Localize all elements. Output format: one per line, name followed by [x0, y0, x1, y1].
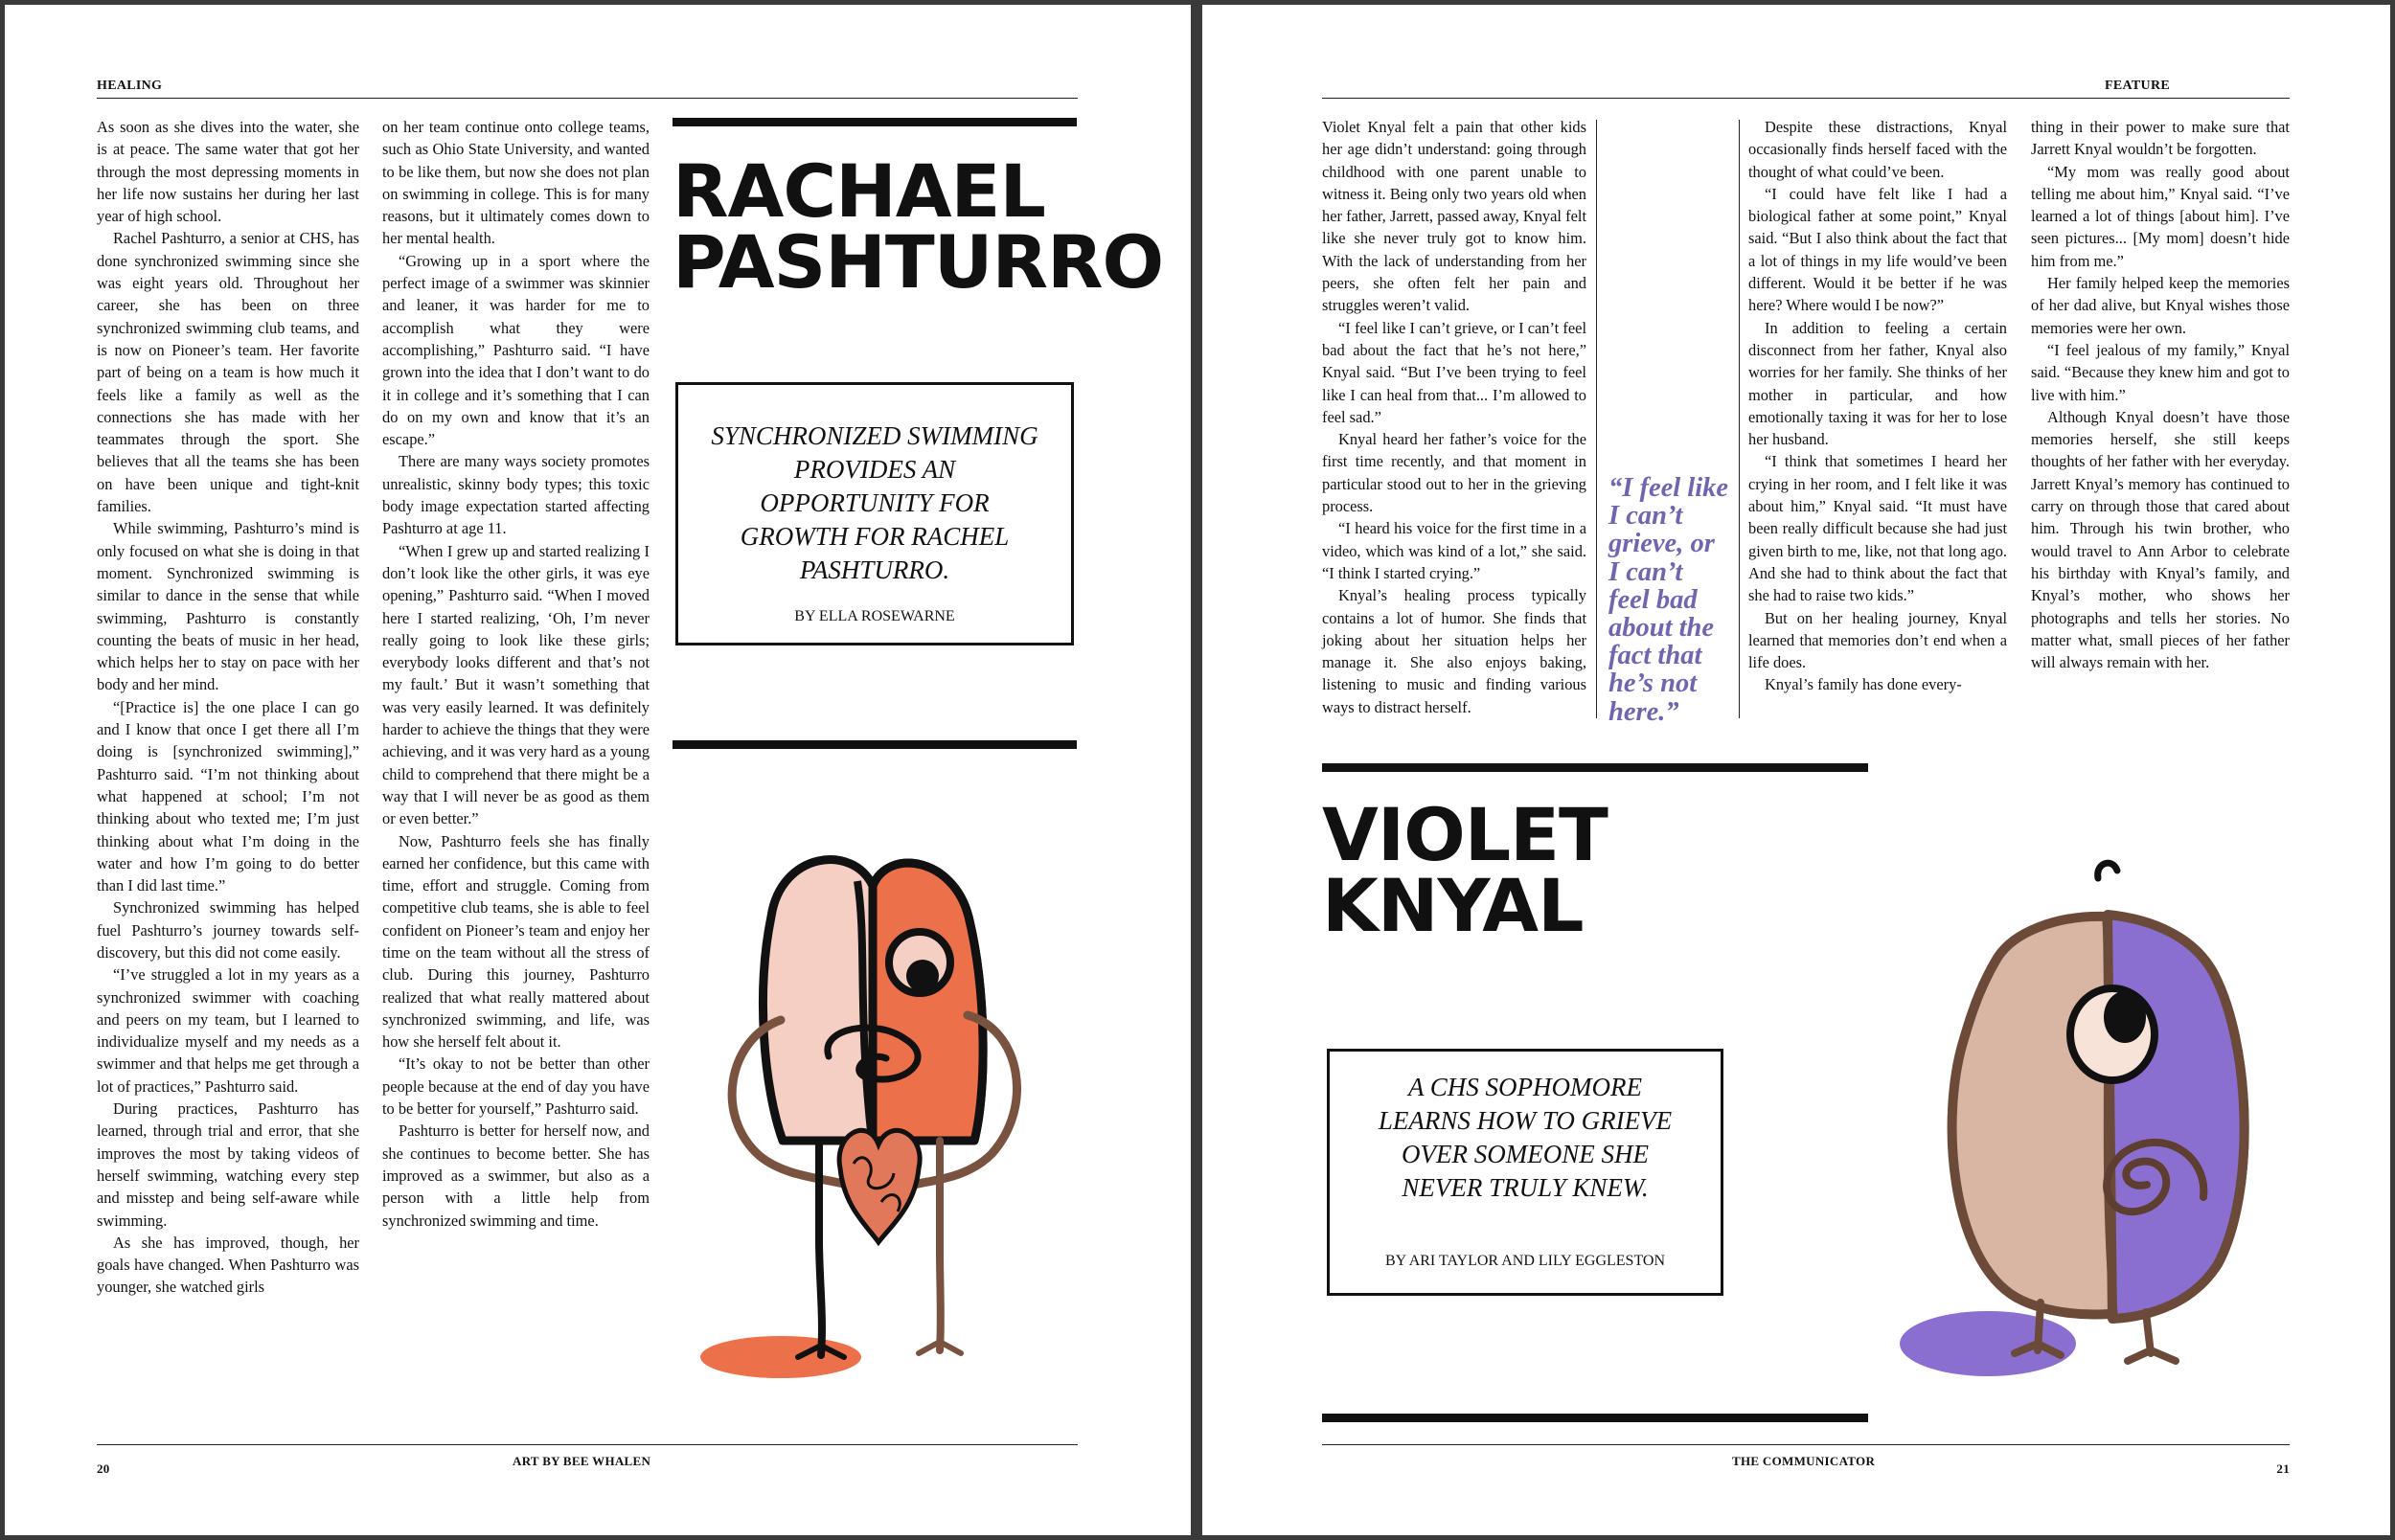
deck-box	[675, 382, 1074, 645]
headline-line: RACHAEL	[673, 148, 1045, 234]
paragraph: Knyal’s healing process typically contains a lot of humor. She finds that joking about her situation helps her manage it. She also enjoys baking, listening to music and finding various ways to distract herself.	[1322, 586, 1586, 716]
paragraph: Knyal heard her father’s voice for the first time recently, and that moment in particular stood out to her in the grieving process.	[1322, 430, 1586, 516]
paragraph: Violet Knyal felt a pain that other kids her age didn’t understand: going through childhood with one parent unable to witness it. Being only two years old when her father, Jarrett, passed away, Knyal felt like she never truly got to know him. With the lack of understanding from her peers, she often felt her pain and struggles weren’t valid.	[1322, 118, 1586, 315]
paragraph: “I feel jealous of my family,” Knyal said. “Because they knew him and got to live with him.”	[2031, 340, 2290, 404]
publication-name: THE COMMUNICATOR	[1732, 1454, 1876, 1468]
paragraph: “It’s okay to not be better than other people because at the end of day you have to be better for yourself,” Pashturro said.	[382, 1054, 650, 1119]
body-dark	[873, 863, 983, 1141]
page-number: 20	[97, 1461, 110, 1476]
paragraph: But on her healing journey, Knyal learned that memories don’t end when a life does.	[1748, 608, 2007, 672]
pull-quote-rule-right	[1739, 120, 1740, 718]
header-rule	[1322, 98, 2290, 99]
paragraph: As soon as she dives into the water, she is at peace. The same water that got her through the most depressing moments in her life now sustains her during her last year of high school.	[97, 118, 359, 226]
headline-top-bar	[673, 118, 1077, 126]
paragraph: thing in their power to make sure that Jarrett Knyal wouldn’t be forgotten.	[2031, 118, 2290, 159]
paragraph: There are many ways society promotes unrealistic, skinny body types; this toxic body image expectation started affecting Pashturro at age 11.	[382, 452, 650, 538]
header-rule	[97, 98, 1078, 99]
section-label: HEALING	[97, 79, 163, 93]
paragraph: As she has improved, though, her goals have changed. When Pashturro was younger, she watched girls	[97, 1233, 359, 1297]
deck-box	[1327, 1049, 1723, 1296]
art-credit: ART BY BEE WHALEN	[513, 1454, 651, 1468]
paragraph: Pashturro is better for herself now, and she continues to become better. She has improved as a swimmer, but also as a person with a little help from synchronized swimming and time.	[382, 1121, 650, 1230]
paragraph: “I’ve struggled a lot in my years as a synchronized swimmer with coaching and peers on my team, but I learned to individualize myself and my needs as a swimmer and that helps me get through a lot of practices,” Pashturro said.	[97, 965, 359, 1096]
pull-quote: “I feel like I can’t grieve, or I can’t feel bad about the fact that he’s not here.”	[1608, 473, 1729, 727]
article-column-2	[382, 116, 650, 1232]
creature-illustration	[1873, 828, 2323, 1384]
pupil	[2104, 991, 2146, 1043]
paragraph: Despite these distractions, Knyal occasionally finds herself faced with the thought of what could’ve been.	[1748, 118, 2007, 181]
footer-rule	[1322, 1444, 2290, 1445]
section-bar	[673, 740, 1077, 749]
shadow-shape	[1900, 1311, 2076, 1376]
paragraph: “I could have felt like I had a biological father at some point,” Knyal said. “But I also think about the fact that a lot of things in my life would’ve been different. Would it be better if he was here? Where would I be now?”	[1748, 184, 2007, 315]
page-number: 21	[2276, 1461, 2290, 1476]
paragraph: on her team continue onto college teams, such as Ohio State University, and wanted to be like them, but now she does not plan on swimming in college. This is for many reasons, but it ultimately comes down to her mental health.	[382, 118, 650, 248]
paragraph: “I think that sometimes I heard her crying in her room, and I felt like it was about him,” Knyal said. “It must have been really difficult because she had just given birth to me, like, not that long ago. And she had to think about the fact that she had to raise two kids.”	[1748, 452, 2007, 605]
paragraph: Knyal’s family has done every-	[1765, 675, 1962, 694]
headline	[1322, 792, 1608, 949]
paragraph: Rachel Pashturro, a senior at CHS, has done synchronized swimming since she was eight years old. Throughout her career, she has been on three synchronized swimming club teams, and is now on Pioneer’s team. Her favorite part of being on a team is how much it feels like a family as well as the connections she has made with her teammates through the sport. She believes that all the teams she has been on have been unique and tight-knit families.	[97, 229, 359, 516]
paragraph: “My mom was really good about telling me about him,” Knyal said. “I’ve learned a lot of things [about him]. I’ve seen pictures... [My mom] doesn’t hide him from me.”	[2031, 162, 2290, 270]
byline: BY ARI TAYLOR AND LILY EGGLESTON	[1384, 1253, 1666, 1269]
paragraph: “I heard his voice for the first time in a video, which was kind of a lot,” she said. “I think I started crying.”	[1322, 519, 1586, 582]
headline	[673, 148, 1164, 306]
shadow-shape	[700, 1336, 861, 1378]
paragraph: Her family helped keep the memories of her dad alive, but Knyal wishes those memories were her own.	[2031, 274, 2290, 337]
left-page	[5, 5, 1191, 1535]
headline-top-bar	[1322, 763, 1868, 772]
paragraph: “[Practice is] the one place I can go and I know that once I get there all I’m doing is [synchronized swimming],” Pashturro said. “I’m not thinking about what happened at school; I’m not thinking about who texted me; I’m just thinking about what I’m doing in the water and how I’m going to do better than I did last time.”	[97, 697, 359, 895]
pull-quote-rule-left	[1596, 120, 1597, 718]
paragraph: “Growing up in a sport where the perfect image of a swimmer was skinnier and leaner, it was harder for me to accomplish what they were accomplishing,” Pashturro said. “I have grown into the idea that I don’t want to do it in college and it’s something that I can do on my own and know that it’s an escape.”	[382, 251, 650, 449]
deck: SYNCHRONIZED SWIMMING PROVIDES AN OPPORTUNITY FOR GROWTH FOR RACHEL PASHTURRO.	[711, 421, 1038, 584]
headline-line: KNYAL	[1322, 863, 1584, 949]
paragraph: In addition to feeling a certain disconnect from her father, Knyal also worries for her family. She thinks of her mother in particular, and how emotionally taxing it was for her to lose her husband.	[1748, 318, 2007, 449]
paragraph: Synchronized swimming has helped fuel Pashturro’s journey towards self-discovery, but this did not come easily.	[97, 898, 359, 962]
right-leg	[940, 1141, 941, 1350]
article-column-1	[97, 116, 359, 1299]
headline-line: PASHTURRO	[673, 219, 1164, 306]
article-column-1	[1322, 116, 1586, 718]
paragraph: While swimming, Pashturro’s mind is only focused on what she is doing in that moment. Synchronized swimming is similar to dance in the sense that while swimming, Pashturro is constantly counting the beats of music in her head, which helps her to stay on pace with her body and her mind.	[97, 519, 359, 694]
paragraph: “When I grew up and started realizing I don’t look like the other girls, it was eye opening,” Pashturro said. “When I moved here I started realizing, ‘Oh, I’m never really going to look like these girls; everybody looks different and that’s not my fault.’ But it wasn’t something that was very easily learned. It was definitely harder to achieve the things that they were achieving, and it was very hard as a young child to comprehend that there might be a way that I will never be as good as them or even better.”	[382, 541, 650, 828]
headline-line: VIOLET	[1322, 792, 1608, 877]
paragraph: During practices, Pashturro has learned, through trial and error, that she improves the most by taking videos of herself swimming, watching every step and misstep and being self-aware while swimming.	[97, 1099, 359, 1230]
right-page	[1202, 5, 2390, 1535]
paragraph: Now, Pashturro feels she has finally earned her confidence, but this came with time, effort and struggle. Coming from competitive club teams, she is able to feel confident on Pioneer’s team and enjoy her time on the team without all the stress of club. During this journey, Pashturro realized that what really mattered about synchronized swimming, and life, was how she herself felt about it.	[382, 831, 650, 1052]
article-column-2	[1748, 116, 2007, 696]
body-dark	[2108, 915, 2245, 1319]
creature-illustration	[675, 800, 1078, 1403]
paragraph: “I feel like I can’t grieve, or I can’t feel bad about the fact that he’s not here,” Knyal said. “But I’ve been trying to feel like I can heal from that... I’m allowed to feel sad.”	[1322, 318, 1586, 426]
section-bar	[1322, 1414, 1868, 1422]
pupil	[906, 960, 939, 992]
left-leg	[819, 1141, 822, 1355]
paragraph: Although Knyal doesn’t have those memories herself, she still keeps thoughts of her father with her everyday. Jarrett Knyal’s memory has continued to carry on through those that cared about him. Through his twin brother, who would travel to Ann Arbor to celebrate his birthday with Knyal’s family, and Knyal’s mother, who shows her photographs and tells her stories. No matter what, small pieces of her father will always remain with her.	[2031, 407, 2290, 672]
heart-icon	[839, 1130, 920, 1242]
deck: A CHS SOPHOMORE LEARNS HOW TO GRIEVE OVER SOMEONE SHE NEVER TRULY KNEW.	[1378, 1073, 1673, 1202]
byline: BY ELLA ROSEWARNE	[794, 608, 955, 624]
article-column-3	[2031, 116, 2290, 673]
footer-rule	[97, 1444, 1078, 1445]
hair-curl	[2098, 863, 2117, 878]
section-label: FEATURE	[2105, 79, 2170, 93]
